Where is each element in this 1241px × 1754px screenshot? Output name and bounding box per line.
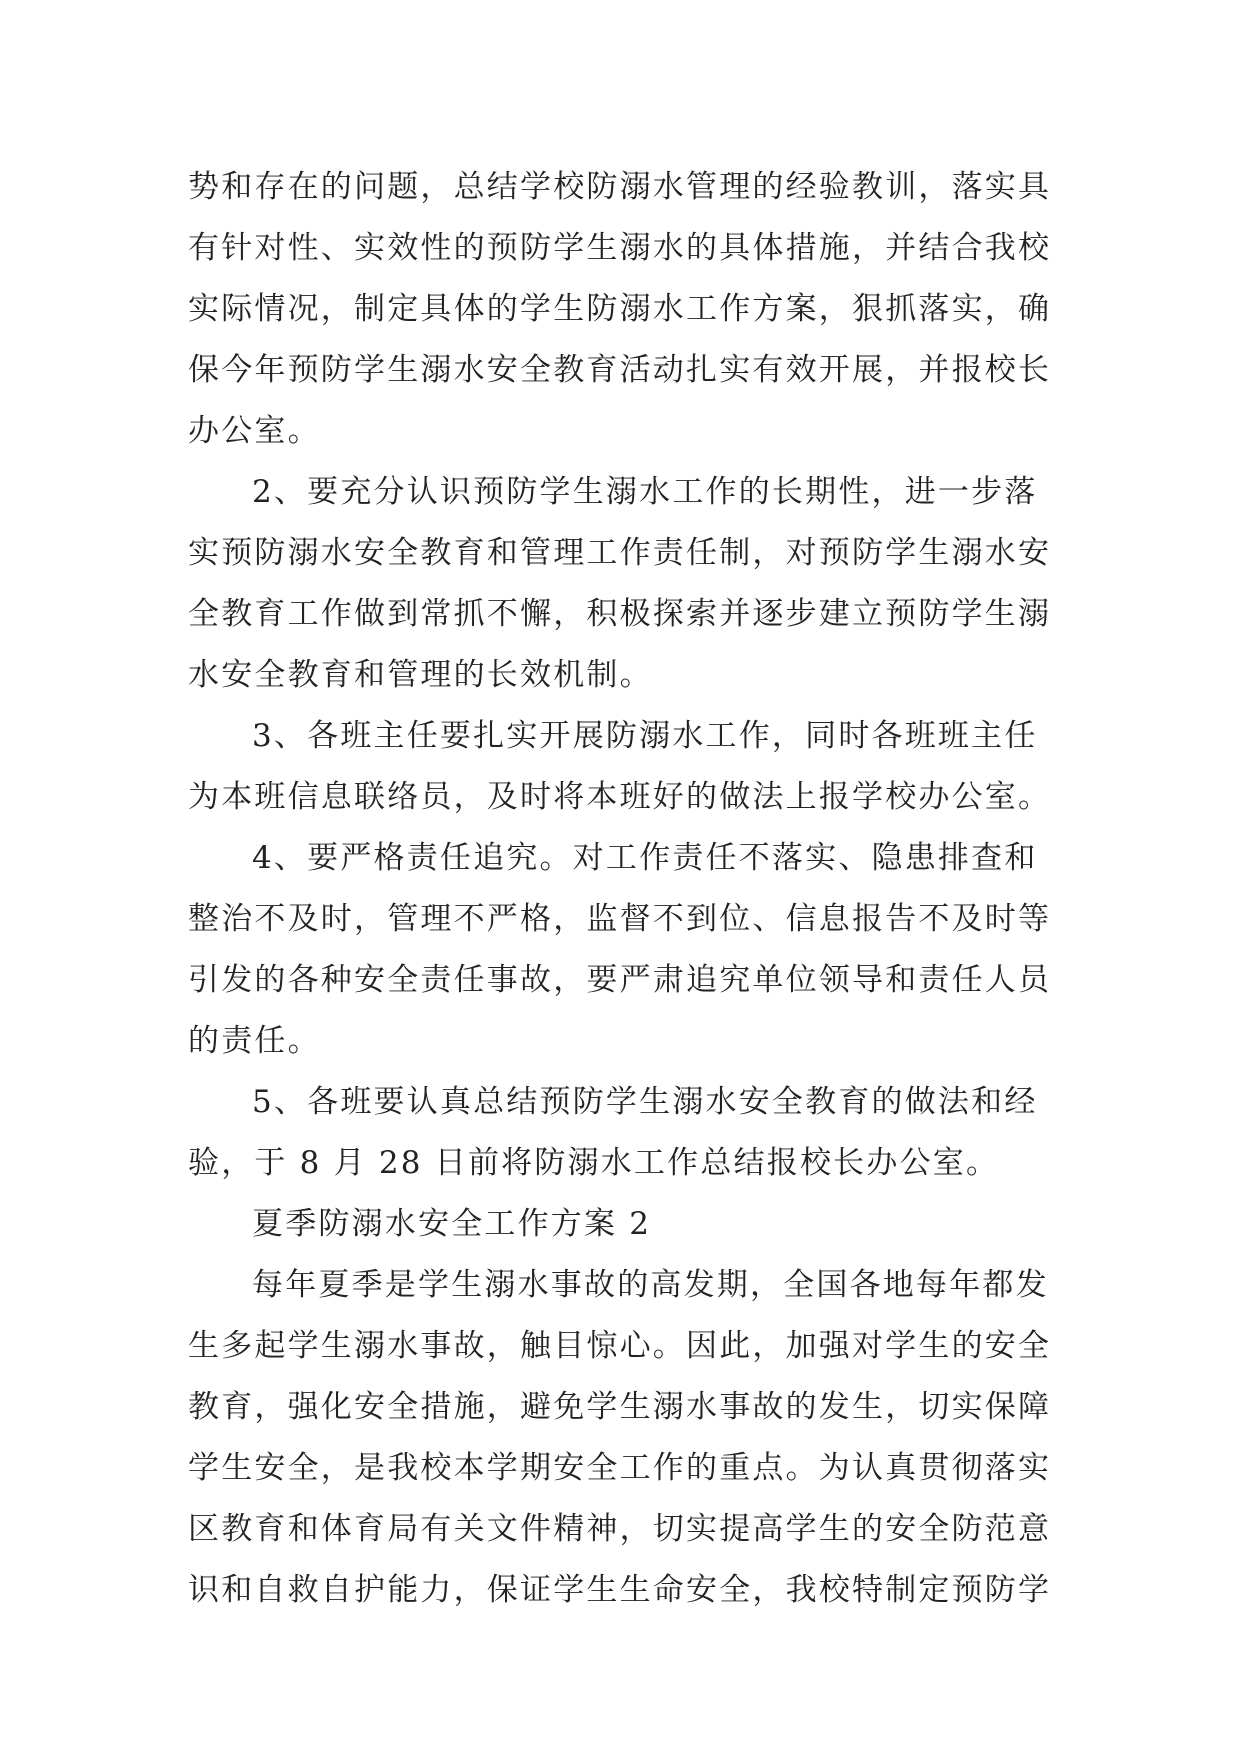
text-line: 5、各班要认真总结预防学生溺水安全教育的做法和经 — [252, 1084, 1038, 1120]
text-line: 全教育工作做到常抓不懈，积极探索并逐步建立预防学生溺 — [188, 596, 1052, 632]
section-heading: 夏季防溺水安全工作方案 2 — [252, 1206, 652, 1242]
text-line: 实际情况，制定具体的学生防溺水工作方案，狠抓落实，确 — [188, 291, 1052, 327]
text-line: 识和自救自护能力，保证学生生命安全，我校特制定预防学 — [188, 1572, 1052, 1608]
text-line: 实预防溺水安全教育和管理工作责任制，对预防学生溺水安 — [188, 535, 1052, 571]
text-line: 有针对性、实效性的预防学生溺水的具体措施，并结合我校 — [188, 230, 1052, 266]
text-line: 4、要严格责任追究。对工作责任不落实、隐患排查和 — [252, 840, 1038, 876]
text-line: 的责任。 — [188, 1023, 321, 1059]
text-line: 学生安全，是我校本学期安全工作的重点。为认真贯彻落实 — [188, 1450, 1052, 1486]
text-line: 水安全教育和管理的长效机制。 — [188, 657, 653, 693]
text-line: 2、要充分认识预防学生溺水工作的长期性，进一步落 — [252, 474, 1038, 510]
text-line: 势和存在的问题，总结学校防溺水管理的经验教训，落实具 — [188, 169, 1052, 205]
text-line: 为本班信息联络员，及时将本班好的做法上报学校办公室。 — [188, 779, 1052, 815]
text-line: 3、各班主任要扎实开展防溺水工作，同时各班班主任 — [252, 718, 1038, 754]
text-line: 保今年预防学生溺水安全教育活动扎实有效开展，并报校长 — [188, 352, 1052, 388]
text-line: 验，于 8 月 28 日前将防溺水工作总结报校长办公室。 — [188, 1145, 1000, 1181]
text-line: 区教育和体育局有关文件精神，切实提高学生的安全防范意 — [188, 1511, 1052, 1547]
text-line: 办公室。 — [188, 413, 321, 449]
text-line: 生多起学生溺水事故，触目惊心。因此，加强对学生的安全 — [188, 1328, 1052, 1364]
text-line: 引发的各种安全责任事故，要严肃追究单位领导和责任人员 — [188, 962, 1052, 998]
text-line: 整治不及时，管理不严格，监督不到位、信息报告不及时等 — [188, 901, 1052, 937]
text-line: 教育，强化安全措施，避免学生溺水事故的发生，切实保障 — [188, 1389, 1052, 1425]
text-line: 每年夏季是学生溺水事故的高发期，全国各地每年都发 — [252, 1267, 1049, 1303]
